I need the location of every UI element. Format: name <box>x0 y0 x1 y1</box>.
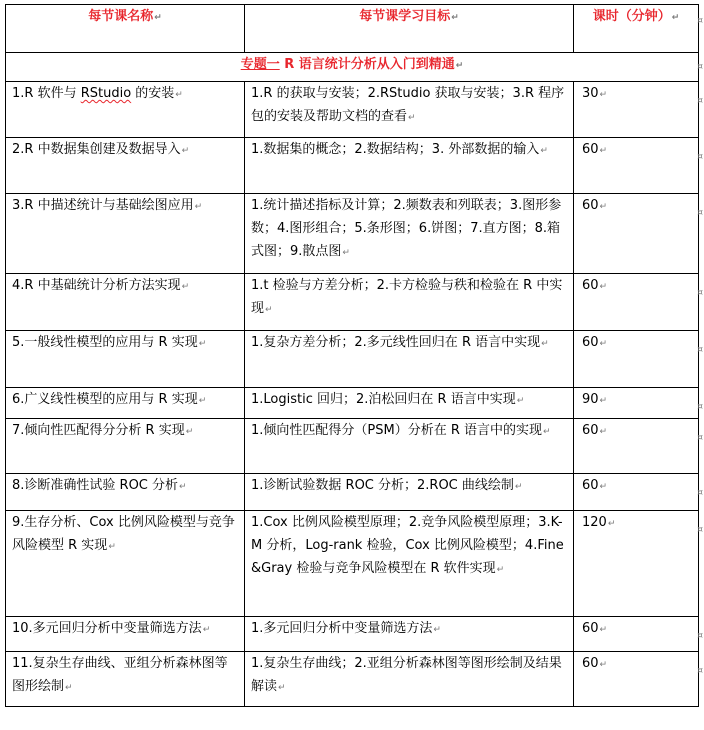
paragraph-mark: ↵ <box>671 13 680 23</box>
end-of-row-mark: ¤ <box>697 16 703 26</box>
table-row <box>6 617 699 652</box>
lesson-hours-cell: 60↵ <box>574 138 699 194</box>
lesson-name-cell: 7.倾向性匹配得分分析 R 实现↵ <box>6 419 245 474</box>
end-of-row-mark: ¤ <box>697 631 703 641</box>
lesson-hours-cell: 60↵ <box>574 194 699 274</box>
lesson-goal-cell: 1.R 的获取与安装；2.RStudio 获取与安装；3.R 程序包的安装及帮助文档的查看↵ <box>245 82 574 138</box>
end-of-row-mark: ¤ <box>697 525 703 535</box>
lesson-hours-cell: 120↵ <box>574 511 699 617</box>
lesson-name-cell: 11.复杂生存曲线、亚组分析森林图等图形绘制↵ <box>6 652 245 707</box>
lesson-goal-cell: 1.统计描述指标及计算；2.频数表和列联表；3.图形参数；4.图形组合；5.条形图；6.饼图；7.直方图；8.箱式图；9.散点图↵ <box>245 194 574 274</box>
lesson-goal-cell: 1.数据集的概念；2.数据结构；3. 外部数据的输入↵ <box>245 138 574 194</box>
table-row <box>6 419 699 474</box>
lesson-goal-cell: 1.诊断试验数据 ROC 分析；2.ROC 曲线绘制↵ <box>245 474 574 511</box>
lesson-name-cell: 2.R 中数据集创建及数据导入↵ <box>6 138 245 194</box>
paragraph-mark: ↵ <box>154 13 162 23</box>
end-of-row-mark: ¤ <box>697 208 703 218</box>
lesson-goal-cell: 1.复杂生存曲线；2.亚组分析森林图等图形绘制及结果解读↵ <box>245 652 574 707</box>
table-row <box>6 388 699 419</box>
course-table <box>5 4 699 707</box>
lesson-name-cell: 4.R 中基础统计分析方法实现↵ <box>6 274 245 331</box>
end-of-row-mark: ¤ <box>697 152 703 162</box>
lesson-name-cell: 6.广义线性模型的应用与 R 实现↵ <box>6 388 245 419</box>
lesson-goal-cell: 1.复杂方差分析；2.多元线性回归在 R 语言中实现↵ <box>245 331 574 388</box>
paragraph-mark: ↵ <box>451 13 459 23</box>
lesson-hours-cell: 60↵ <box>574 652 699 707</box>
end-of-row-mark: ¤ <box>697 96 703 106</box>
header-learning-goal: 每节课学习目标↵ <box>245 5 574 53</box>
header-lesson-name: 每节课名称↵ <box>6 5 245 53</box>
table-row <box>6 511 699 617</box>
table-row <box>6 652 699 707</box>
lesson-hours-cell: 60↵ <box>574 331 699 388</box>
end-of-row-mark: ¤ <box>697 288 703 298</box>
lesson-name-cell: 5.一般线性模型的应用与 R 实现↵ <box>6 331 245 388</box>
lesson-goal-cell: 1.Cox 比例风险模型原理；2.竞争风险模型原理；3.K-M 分析，Log-rank 检验，Cox 比例风险模型；4.Fine&Gray 检验与竞争风险模型在 R 软件实现↵ <box>245 511 574 617</box>
topic-row <box>6 53 699 82</box>
topic-prefix: 专题一 <box>240 57 280 72</box>
end-of-row-mark: ¤ <box>697 345 703 355</box>
table-row <box>6 138 699 194</box>
spellcheck-word: RStudio <box>80 86 132 101</box>
lesson-name-cell: 8.诊断准确性试验 ROC 分析↵ <box>6 474 245 511</box>
lesson-name-cell: 9.生存分析、Cox 比例风险模型与竞争风险模型 R 实现↵ <box>6 511 245 617</box>
header-row <box>6 5 699 53</box>
lesson-hours-cell: 60↵ <box>574 419 699 474</box>
paragraph-mark: ↵ <box>455 61 464 71</box>
end-of-row-mark: ¤ <box>697 488 703 498</box>
end-of-row-mark: ¤ <box>697 62 703 72</box>
lesson-hours-cell: 60↵ <box>574 474 699 511</box>
lesson-hours-cell: 30↵ <box>574 82 699 138</box>
lesson-name-cell: 1.R 软件与 RStudio 的安装↵ <box>6 82 245 138</box>
lesson-goal-cell: 1.多元回归分析中变量筛选方法↵ <box>245 617 574 652</box>
lesson-name-cell: 3.R 中描述统计与基础绘图应用↵ <box>6 194 245 274</box>
table-row <box>6 82 699 138</box>
table-row <box>6 274 699 331</box>
header-class-hours: 课时（分钟）↵ <box>574 5 699 53</box>
lesson-name-cell: 10.多元回归分析中变量筛选方法↵ <box>6 617 245 652</box>
lesson-goal-cell: 1.倾向性匹配得分（PSM）分析在 R 语言中的实现↵ <box>245 419 574 474</box>
end-of-row-mark: ¤ <box>697 402 703 412</box>
topic-name: R 语言统计分析从入门到精通 <box>279 57 455 72</box>
lesson-hours-cell: 90↵ <box>574 388 699 419</box>
topic-title <box>6 53 699 82</box>
end-of-row-mark: ¤ <box>697 433 703 443</box>
end-of-row-mark: ¤ <box>697 666 703 676</box>
lesson-hours-cell: 60↵ <box>574 274 699 331</box>
table-row <box>6 474 699 511</box>
lesson-goal-cell: 1.t 检验与方差分析；2.卡方检验与秩和检验在 R 中实现↵ <box>245 274 574 331</box>
lesson-goal-cell: 1.Logistic 回归；2.泊松回归在 R 语言中实现↵ <box>245 388 574 419</box>
table-row <box>6 331 699 388</box>
table-row <box>6 194 699 274</box>
lesson-hours-cell: 60↵ <box>574 617 699 652</box>
